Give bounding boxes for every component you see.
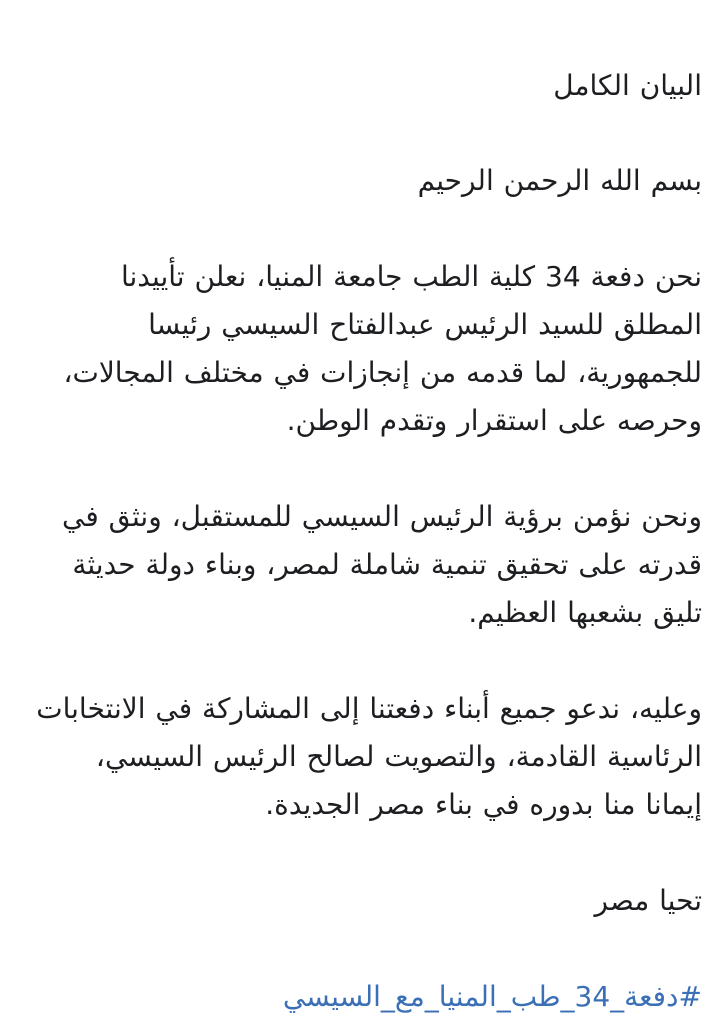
hashtag-container	[36, 973, 702, 1021]
statement-title: البيان الكامل	[553, 69, 702, 102]
statement-paragraph-2: ونحن نؤمن برؤية الرئيس السيسي للمستقبل، ونثق في قدرته على تحقيق تنمية شاملة لمصر، وبناء دولة حديثة تليق بشعبها العظيم.	[61, 500, 702, 629]
statement-paragraph-3: وعليه، ندعو جميع أبناء دفعتنا إلى المشاركة في الانتخابات الرئاسية القادمة، والتصويت لصالح الرئيس السيسي، إيمانا منا بدوره في بناء مصر الجديدة.	[36, 692, 702, 821]
hashtag-link[interactable]: #دفعة_34_طب_المنيا_مع_السيسي	[282, 980, 702, 1013]
basmala-line: بسم الله الرحمن الرحيم	[417, 164, 702, 197]
closing-line: تحيا مصر	[594, 884, 702, 917]
statement-paragraph-1: نحن دفعة 34 كلية الطب جامعة المنيا، نعلن تأييدنا المطلق للسيد الرئيس عبدالفتاح السيسي رئيسا للجمهورية، لما قدمه من إنجازات في مختلف المجالات، وحرصه على استقرار وتقدم الوطن.	[63, 260, 702, 437]
